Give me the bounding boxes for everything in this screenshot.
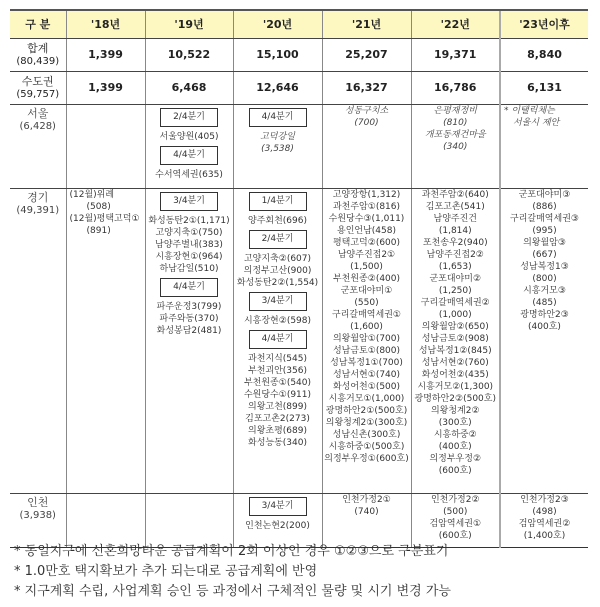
site-item: 시흥장현②(598) <box>243 316 312 326</box>
site-item: 시흥거모①(1,000) <box>328 394 405 404</box>
site-item: 시흥장현①(964) <box>155 252 223 262</box>
quarter-badge: 3/4분기 <box>249 497 307 516</box>
quarter-badge: 2/4분기 <box>249 230 307 249</box>
italic-note: * 이탤릭체는 <box>504 106 555 116</box>
incheon-2022 <box>411 494 500 548</box>
gyeonggi-2020 <box>233 189 322 494</box>
site-item: 용인언남(458) <box>337 226 396 236</box>
seoul-2021 <box>322 105 411 189</box>
seoul-2019 <box>145 105 233 189</box>
header-2022: '22년 <box>411 10 500 39</box>
gyeonggi-sub: (49,391) <box>16 205 60 216</box>
site-item: 검암역세권① <box>429 519 482 529</box>
site-item: (810) <box>443 118 468 128</box>
site-item: 화성어천②(435) <box>421 370 489 380</box>
site-item: 의왕월암③ <box>523 238 566 248</box>
site-item: 서울양원(405) <box>159 132 219 142</box>
site-item: 포천송우2(940) <box>422 238 488 248</box>
seoul-sub: (6,428) <box>19 121 56 132</box>
site-item: 시흥하중①(500호) <box>328 442 405 452</box>
site-item: 의정부우정①(600호) <box>324 454 409 464</box>
italic-note: 서울시 제안 <box>513 118 560 128</box>
site-item: 파주와동(370) <box>159 314 219 324</box>
quarter-badge: 4/4분기 <box>249 108 307 127</box>
site-item: 남양주진건 <box>433 214 477 224</box>
capital-label-cell <box>10 72 66 105</box>
site-item: 성남복정1③ <box>520 262 569 272</box>
site-item: 양주회천(696) <box>248 216 307 226</box>
site-item: 의왕고천(899) <box>248 402 307 412</box>
site-item: 인천논현2(200) <box>245 521 310 531</box>
quarter-badge: 3/4분기 <box>160 192 218 211</box>
site-item: 수원당수①(911) <box>243 390 312 400</box>
site-item: 성동구치소 <box>344 106 389 116</box>
site-item: 김포고촌(541) <box>425 202 485 212</box>
site-item: 구리갈매역세권① <box>332 310 401 320</box>
site-item: (500) <box>443 507 468 517</box>
seoul-label-cell <box>10 105 66 189</box>
capital-sub: (59,757) <box>16 89 60 100</box>
site-item: (600호) <box>438 531 472 541</box>
site-item: 인천가정2③ <box>520 495 569 505</box>
total-label: 합계 <box>27 42 49 55</box>
seoul-label: 서울 <box>27 107 49 120</box>
site-item: 성남신촌(300호) <box>332 430 401 440</box>
total-2022: 19,371 <box>411 39 500 72</box>
incheon-2023-after <box>500 494 588 548</box>
site-item: 부천괴안(356) <box>248 366 307 376</box>
site-item: 성남금토①(800) <box>332 346 401 356</box>
site-item: 시흥거모②(1,300) <box>417 382 494 392</box>
seoul-2018 <box>66 105 145 189</box>
site-item: 부천원종②(400) <box>332 274 401 284</box>
capital-2018: 1,399 <box>66 72 145 105</box>
gyeonggi-row <box>10 189 588 494</box>
site-item: 고양지축①(750) <box>155 228 223 238</box>
site-item: (1,000) <box>438 310 472 320</box>
capital-2020: 12,646 <box>233 72 322 105</box>
incheon-2018 <box>66 494 145 548</box>
quarter-badge: 2/4분기 <box>160 108 218 127</box>
site-item: 남양주진접2② <box>426 250 484 260</box>
site-item: 광명하안2③ <box>520 310 569 320</box>
site-item: (667) <box>532 250 557 260</box>
gyeonggi-2019 <box>145 189 233 494</box>
site-item: (12월)평택고덕① <box>69 214 140 224</box>
site-item: (886) <box>532 202 557 212</box>
capital-2019: 6,468 <box>145 72 233 105</box>
quarter-badge: 4/4분기 <box>160 278 218 297</box>
capital-label: 수도권 <box>21 75 54 88</box>
footnote: * 1.0만호 택지확보가 추가 되는대로 공급계획에 반영 <box>14 564 318 579</box>
site-item: 군포대야미② <box>429 274 482 284</box>
footnote: * 동일지구에 신혼희망타운 공급계획이 2회 이상인 경우 ①②③으로 구분표기 <box>14 544 449 559</box>
site-item: 군포대야미③ <box>518 190 571 200</box>
site-item: (498) <box>532 507 557 517</box>
site-item: 구리갈매역세권③ <box>510 214 579 224</box>
site-item: 화성동탄2①(1,171) <box>148 216 230 226</box>
gyeonggi-2018 <box>66 189 145 494</box>
site-item: (1,814) <box>438 226 472 236</box>
site-item: 과천주암①(816) <box>332 202 401 212</box>
header-2021: '21년 <box>322 10 411 39</box>
site-item: (1,250) <box>438 286 472 296</box>
site-item: 수원당수③(1,011) <box>328 214 405 224</box>
site-item: 남양주별내(383) <box>155 240 223 250</box>
site-item: 고양지축②(607) <box>243 254 312 264</box>
site-item: (400호) <box>438 442 472 452</box>
total-row <box>10 39 588 72</box>
site-item: 성남금토②(908) <box>421 334 489 344</box>
site-item: 화성능동(340) <box>248 438 307 448</box>
gyeonggi-label: 경기 <box>27 191 49 204</box>
gyeonggi-label-cell <box>10 189 66 494</box>
site-item: 의정부고산(900) <box>243 266 312 276</box>
capital-2021: 16,327 <box>322 72 411 105</box>
site-item: 하남감일(510) <box>159 264 219 274</box>
capital-2022: 16,786 <box>411 72 500 105</box>
site-item: 인천가정2① <box>342 495 391 505</box>
site-item: 김포고촌2(273) <box>245 414 310 424</box>
gyeonggi-2021 <box>322 189 411 494</box>
site-item: (12월)위례 <box>69 190 115 200</box>
site-item: 성남복정1②(845) <box>418 346 492 356</box>
site-item: 화성어천①(500) <box>332 382 401 392</box>
site-item: 구리갈매역세권② <box>420 298 490 308</box>
header-category: 구 분 <box>10 10 66 39</box>
site-item: (995) <box>532 226 557 236</box>
site-item: (400호) <box>528 322 561 332</box>
site-item: (340) <box>443 142 468 152</box>
site-item: 시흥하중② <box>433 430 477 440</box>
site-item: 과천지식(545) <box>248 354 307 364</box>
site-item: (508) <box>86 202 111 212</box>
incheon-2020 <box>233 494 322 548</box>
capital-row <box>10 72 588 105</box>
site-item: 과천주암②(640) <box>421 190 489 200</box>
seoul-2023-after <box>500 105 588 189</box>
incheon-label: 인천 <box>27 496 49 509</box>
header-row <box>10 10 588 39</box>
site-item: 부천원종①(540) <box>243 378 312 388</box>
gyeonggi-2022 <box>411 189 500 494</box>
quarter-badge: 4/4분기 <box>160 146 218 165</box>
site-item: (1,653) <box>438 262 472 272</box>
header-2020: '20년 <box>233 10 322 39</box>
capital-2023-after: 6,131 <box>500 72 588 105</box>
site-item: 의정부우정② <box>429 454 482 464</box>
site-item: 의왕초평(689) <box>248 426 307 436</box>
quarter-badge: 4/4분기 <box>249 330 307 349</box>
site-item: 의왕월암②(650) <box>421 322 489 332</box>
incheon-2021 <box>322 494 411 548</box>
footnotes <box>14 542 594 602</box>
site-item: 성남복정1①(700) <box>330 358 403 368</box>
site-item: 의왕청계2② <box>430 406 480 416</box>
site-item: (800) <box>532 274 557 284</box>
total-sub: (80,439) <box>16 56 60 67</box>
site-item: (1,500) <box>350 262 383 272</box>
site-item: 군포대야미① <box>340 286 393 296</box>
site-item: 검암역세권② <box>518 519 571 529</box>
site-item: 광명하안2①(500호) <box>325 406 408 416</box>
incheon-label-cell <box>10 494 66 548</box>
total-2019: 10,522 <box>145 39 233 72</box>
site-item: (300호) <box>438 418 472 428</box>
total-2020: 15,100 <box>233 39 322 72</box>
site-item: 개포동재건마을 <box>424 130 486 140</box>
site-item: 시흥거모③ <box>523 286 566 296</box>
gyeonggi-2023-after <box>500 189 588 494</box>
site-item: (485) <box>532 298 557 308</box>
site-item: 성남서현②(760) <box>421 358 489 368</box>
site-item: (1,400호) <box>523 531 566 541</box>
header-2019: '19년 <box>145 10 233 39</box>
supply-plan-table <box>10 9 588 548</box>
site-item: 의왕월암①(700) <box>332 334 401 344</box>
seoul-2022 <box>411 105 500 189</box>
site-item: (3,538) <box>261 144 294 154</box>
site-item: 파주운정3(799) <box>156 302 222 312</box>
site-item: 고덕강일 <box>260 132 295 142</box>
seoul-row <box>10 105 588 189</box>
site-item: (700) <box>354 118 379 128</box>
site-item: 화성동탄2②(1,554) <box>236 278 319 288</box>
total-label-cell <box>10 39 66 72</box>
site-item: (740) <box>354 507 379 517</box>
site-item: 인천가정2② <box>430 495 480 505</box>
site-item: 성남서현①(740) <box>332 370 401 380</box>
total-2023-after: 8,840 <box>500 39 588 72</box>
quarter-badge: 3/4분기 <box>249 292 307 311</box>
site-item: (1,600) <box>350 322 383 332</box>
total-2021: 25,207 <box>322 39 411 72</box>
site-item: 남양주진접2① <box>337 250 396 260</box>
quarter-badge: 1/4분기 <box>249 192 307 211</box>
site-item: 고양장항(1,312) <box>332 190 401 200</box>
site-item: (891) <box>86 226 111 236</box>
incheon-row <box>10 494 588 548</box>
site-item: 화성봉담2(481) <box>156 326 222 336</box>
total-2018: 1,399 <box>66 39 145 72</box>
site-item: 은평재정비 <box>433 106 477 116</box>
footnote: * 지구계획 수립, 사업계획 승인 등 과정에서 구체적인 물량 및 시기 변경 가능 <box>14 584 451 599</box>
site-item: 수서역세권(635) <box>155 170 223 180</box>
header-2018: '18년 <box>66 10 145 39</box>
site-item: 의왕청계2①(300호) <box>325 418 408 428</box>
site-item: (550) <box>354 298 379 308</box>
incheon-sub: (3,938) <box>19 510 56 521</box>
site-item: 평택고덕②(600) <box>332 238 401 248</box>
site-item: (600호) <box>438 466 472 476</box>
seoul-2020 <box>233 105 322 189</box>
header-2023-after: '23년이후 <box>500 10 588 39</box>
incheon-2019 <box>145 494 233 548</box>
site-item: 광명하안2②(500호) <box>414 394 496 404</box>
